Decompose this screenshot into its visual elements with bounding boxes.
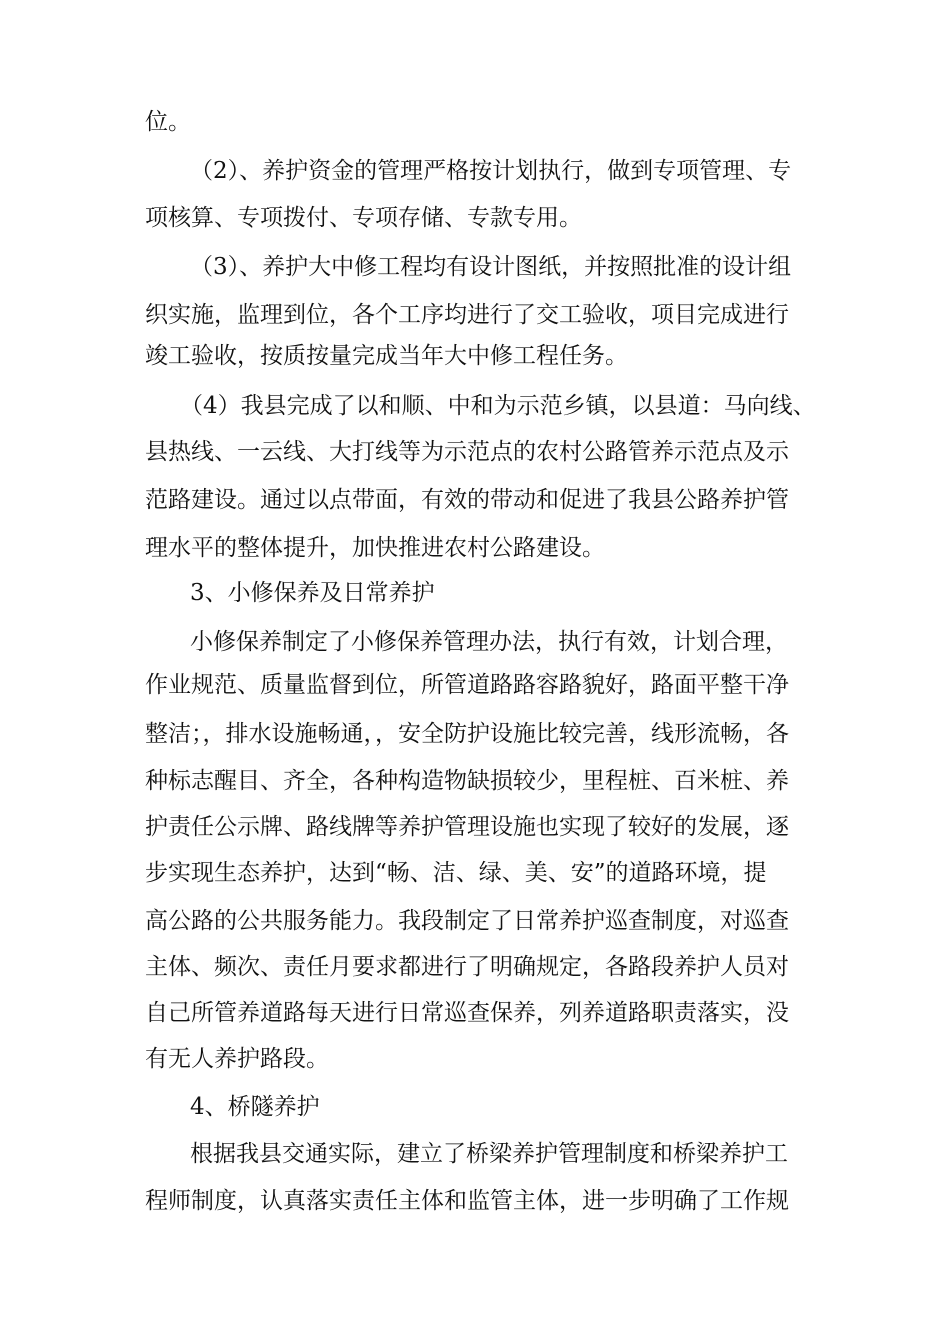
text-line: （4）我县完成了以和顺、中和为示范乡镇，以县道：马向线、: [180, 393, 816, 419]
text-line: 自己所管养道路每天进行日常巡查保养，列养道路职责落实，没: [145, 1000, 789, 1026]
text-line: 高公路的公共服务能力。我段制定了日常养护巡查制度，对巡查: [145, 908, 789, 934]
text-line: 竣工验收，按质按量完成当年大中修工程任务。: [145, 343, 628, 369]
text-line: 项核算、专项拨付、专项存储、专款专用。: [145, 205, 582, 231]
text-line: 作业规范、质量监督到位，所管道路路容路貌好，路面平整干净: [145, 672, 789, 698]
text-line: 种标志醒目、齐全，各种构造物缺损较少，里程桩、百米桩、养: [145, 768, 789, 794]
text-line: 有无人养护路段。: [145, 1046, 329, 1072]
text-line: 范路建设。通过以点带面，有效的带动和促进了我县公路养护管: [145, 487, 789, 513]
text-line: 主体、频次、责任月要求都进行了明确规定，各路段养护人员对: [145, 954, 789, 980]
text-line: 县热线、一云线、大打线等为示范点的农村公路管养示范点及示: [145, 439, 789, 465]
text-line: 理水平的整体提升，加快推进农村公路建设。: [145, 535, 605, 561]
text-line: 位。: [145, 109, 191, 135]
text-line: （2）、养护资金的管理严格按计划执行，做到专项管理、专: [190, 158, 792, 184]
section-heading: 4、桥隧养护: [190, 1094, 320, 1120]
text-line: 护责任公示牌、路线牌等养护管理设施也实现了较好的发展，逐: [145, 814, 789, 840]
text-line: 织实施，监理到位，各个工序均进行了交工验收，项目完成进行: [145, 302, 789, 328]
text-line: 小修保养制定了小修保养管理办法，执行有效，计划合理，: [190, 629, 788, 655]
text-line: 整洁；，排水设施畅通，，安全防护设施比较完善，线形流畅，各: [145, 721, 789, 747]
section-heading: 3、小修保养及日常养护: [190, 580, 435, 606]
text-line: （3）、养护大中修工程均有设计图纸，并按照批准的设计组: [190, 254, 792, 280]
text-line: 程师制度，认真落实责任主体和监管主体，进一步明确了工作规: [145, 1188, 789, 1214]
text-line: 步实现生态养护，达到“畅、洁、绿、美、安”的道路环境，提: [145, 860, 767, 886]
text-line: 根据我县交通实际，建立了桥梁养护管理制度和桥梁养护工: [190, 1141, 788, 1167]
